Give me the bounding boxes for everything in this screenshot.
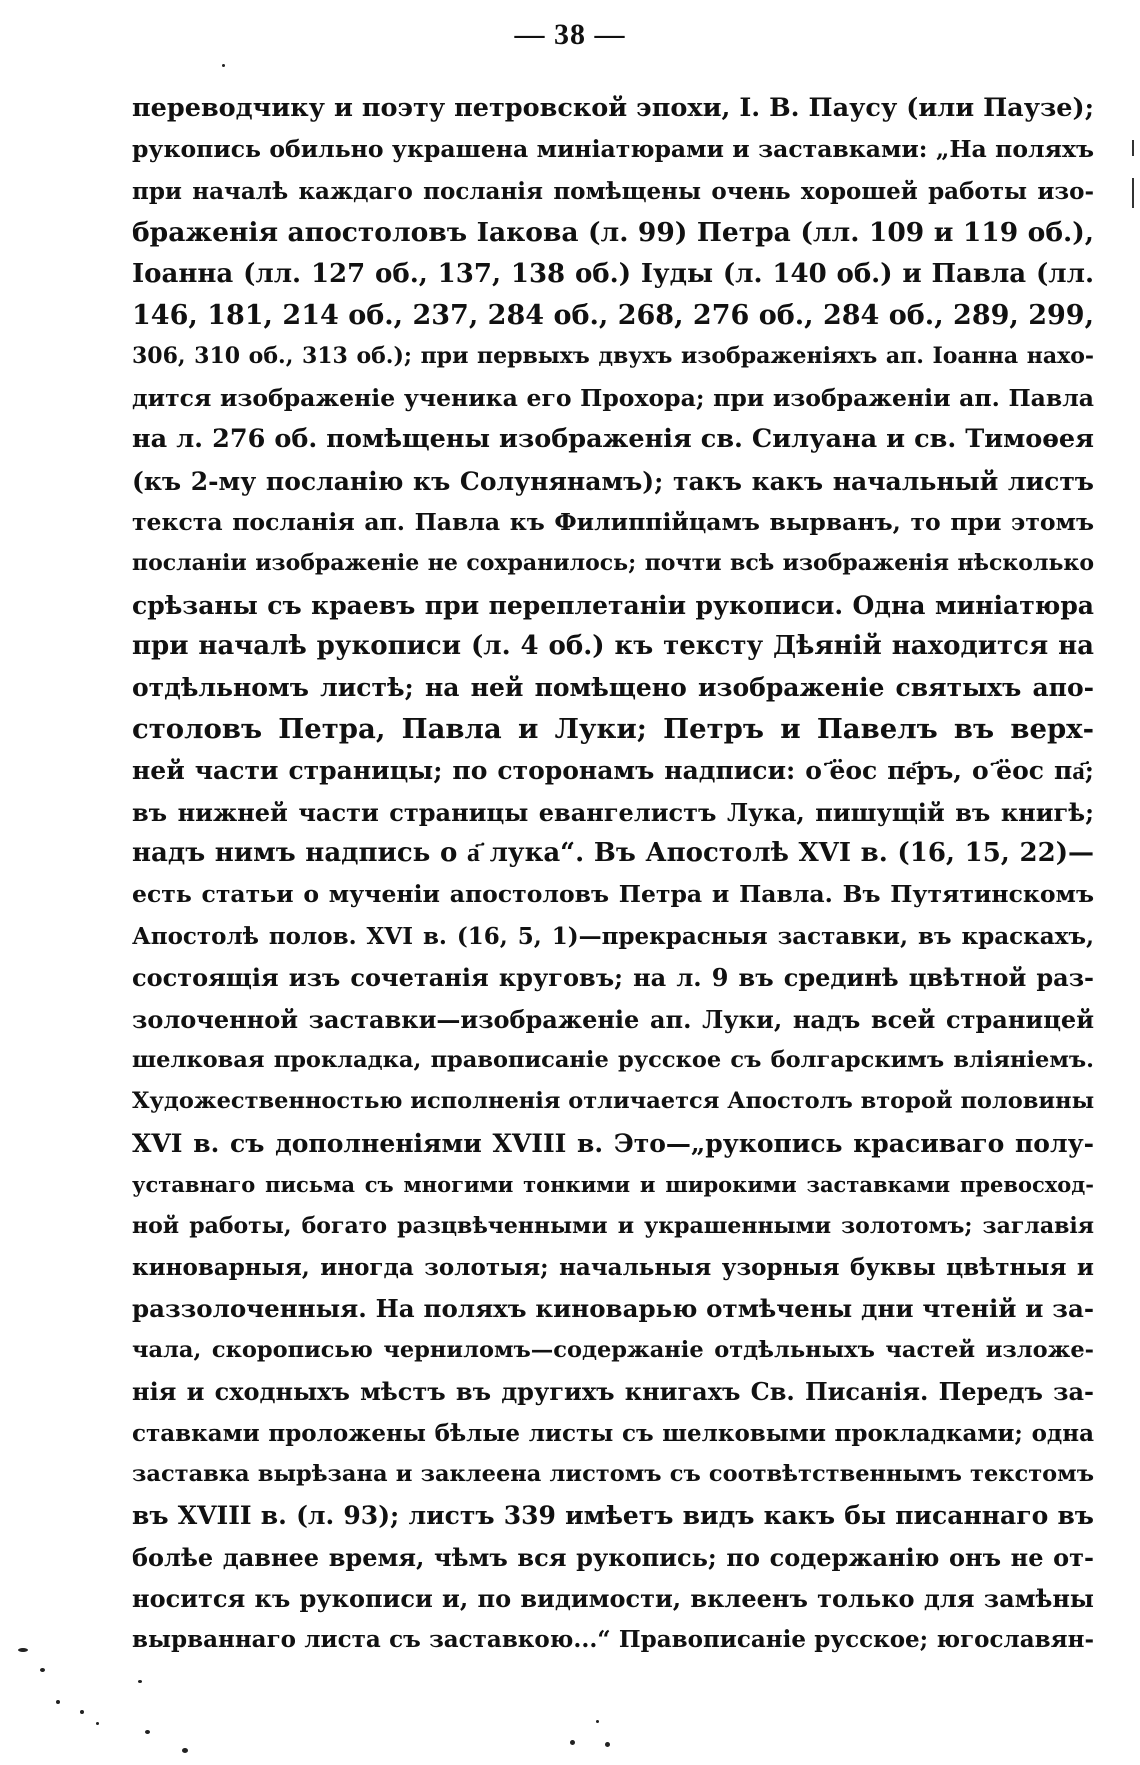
- text-line: золоченной заставки—изображеніе ап. Луки, надъ всей страницей: [132, 1004, 1094, 1034]
- text-line: браженія апостоловъ Іакова (л. 99) Петра (лл. 109 и 119 об.),: [132, 217, 1094, 249]
- text-line: переводчику и поэту петровской эпохи, I. В. Паусу (или Паузе);: [132, 93, 1094, 123]
- scan-speck: [145, 1730, 150, 1734]
- text-line: носится къ рукописи и, по видимости, вклеенъ только для замѣны: [132, 1584, 1094, 1614]
- text-line: при началѣ каждаго посланія помѣщены очень хорошей работы изо-: [132, 177, 1094, 205]
- text-line: рукопись обильно украшена миніатюрами и заставками: „На поляхъ: [132, 135, 1094, 164]
- scan-speck: [18, 1648, 28, 1652]
- scan-speck: [570, 1740, 575, 1745]
- text-line: ставками проложены бѣлые листы съ шелковыми прокладками; одна: [132, 1419, 1094, 1447]
- scan-mark: [1132, 178, 1134, 208]
- text-line: шелковая прокладка, правописаніе русское съ болгарскимъ вліяніемъ.: [132, 1046, 1094, 1073]
- text-line: заставка вырѣзана и заклеена листомъ съ соотвѣтственнымъ текстомъ: [132, 1460, 1094, 1487]
- text-line: Апостолѣ полов. XVI в. (16, 5, 1)—прекрасныя заставки, въ краскахъ,: [132, 922, 1094, 950]
- text-line: дится изображеніе ученика его Прохора; при изображеніи ап. Павла: [132, 383, 1094, 412]
- text-line: текста посланія ап. Павла къ Филиппійцамъ вырванъ, то при этомъ: [132, 507, 1094, 536]
- scan-speck: [80, 1710, 84, 1714]
- text-line: ней части страницы; по сторонамъ надписи: о ҃ёос пе҃ръ, о ҃ёос па҃;: [132, 756, 1094, 786]
- scan-speck: [138, 1680, 142, 1683]
- text-line: на л. 276 об. помѣщены изображенія св. Силуана и св. Тимоѳея: [132, 424, 1094, 455]
- text-line: вырваннаго листа съ заставкою...“ Правописаніе русское; югославян-: [132, 1626, 1094, 1654]
- text-line: при началѣ рукописи (л. 4 об.) къ тексту Дѣяній находится на: [132, 631, 1094, 662]
- scan-speck: [605, 1742, 610, 1747]
- text-line: чала, скорописью черниломъ—содержаніе отдѣльныхъ частей изложе-: [132, 1336, 1094, 1363]
- text-line: болѣе давнее время, чѣмъ вся рукопись; по содержанію онъ не от-: [132, 1542, 1094, 1572]
- text-line: XVI в. съ дополненіями XVIII в. Это—„рукопись красиваго полу-: [132, 1128, 1094, 1158]
- text-line: 306, 310 об., 313 об.); при первыхъ двухъ изображеніяхъ ап. Іоанна нахо-: [132, 343, 1094, 370]
- scan-speck: [222, 64, 225, 67]
- text-line: есть статьи о мученіи апостоловъ Петра и Павла. Въ Путятинскомъ: [132, 880, 1094, 909]
- text-line: ной работы, богато разцвѣченными и украшенными золотомъ; заглавія: [132, 1212, 1094, 1239]
- text-line: отдѣльномъ листѣ; на ней помѣщено изображеніе святыхъ апо-: [132, 673, 1094, 703]
- text-line: раззолоченныя. На поляхъ киноварью отмѣчены дни чтеній и за-: [132, 1294, 1094, 1324]
- text-line: срѣзаны съ краевъ при переплетаніи рукописи. Одна миніатюра: [132, 590, 1094, 620]
- scan-mark: [1132, 140, 1134, 156]
- text-line: посланіи изображеніе не сохранилось; почти всѣ изображенія нѣсколько: [132, 550, 1094, 577]
- scan-speck: [96, 1722, 99, 1725]
- text-line: Іоанна (лл. 127 об., 137, 138 об.) Іуды (л. 140 об.) и Павла (лл.: [132, 258, 1094, 289]
- scan-speck: [182, 1748, 188, 1753]
- text-line: въ XVIII в. (л. 93); листъ 339 имѣетъ видъ какъ бы писаннаго въ: [132, 1501, 1094, 1531]
- page-number: — 38 —: [514, 18, 626, 51]
- text-line: Художественностью исполненія отличается Апостолъ второй половины: [132, 1088, 1094, 1115]
- text-line: столовъ Петра, Павла и Луки; Петръ и Павелъ въ верх-: [132, 712, 1094, 745]
- text-line: состоящія изъ сочетанія круговъ; на л. 9 въ срединѣ цвѣтной раз-: [132, 963, 1094, 993]
- scan-speck: [56, 1700, 60, 1704]
- text-line: (къ 2-му посланію къ Солунянамъ); такъ какъ начальный листъ: [132, 466, 1094, 496]
- scan-speck: [596, 1720, 599, 1723]
- text-line: надъ нимъ надпись о а҃ лука“. Въ Апостолѣ XVI в. (16, 15, 22)—: [132, 838, 1094, 869]
- text-line: нія и сходныхъ мѣстъ въ другихъ книгахъ Св. Писанія. Передъ за-: [132, 1377, 1094, 1407]
- scan-speck: [40, 1668, 45, 1672]
- text-line: 146, 181, 214 об., 237, 284 об., 268, 276 об., 284 об., 289, 299,: [132, 299, 1094, 331]
- text-line: киноварныя, иногда золотыя; начальныя узорныя буквы цвѣтныя и: [132, 1253, 1094, 1281]
- text-line: въ нижней части страницы евангелистъ Лука, пишущій въ книгѣ;: [132, 797, 1094, 827]
- text-line: уставнаго письма съ многими тонкими и широкими заставками превосход-: [132, 1172, 1094, 1198]
- body-text: [132, 88, 1094, 1661]
